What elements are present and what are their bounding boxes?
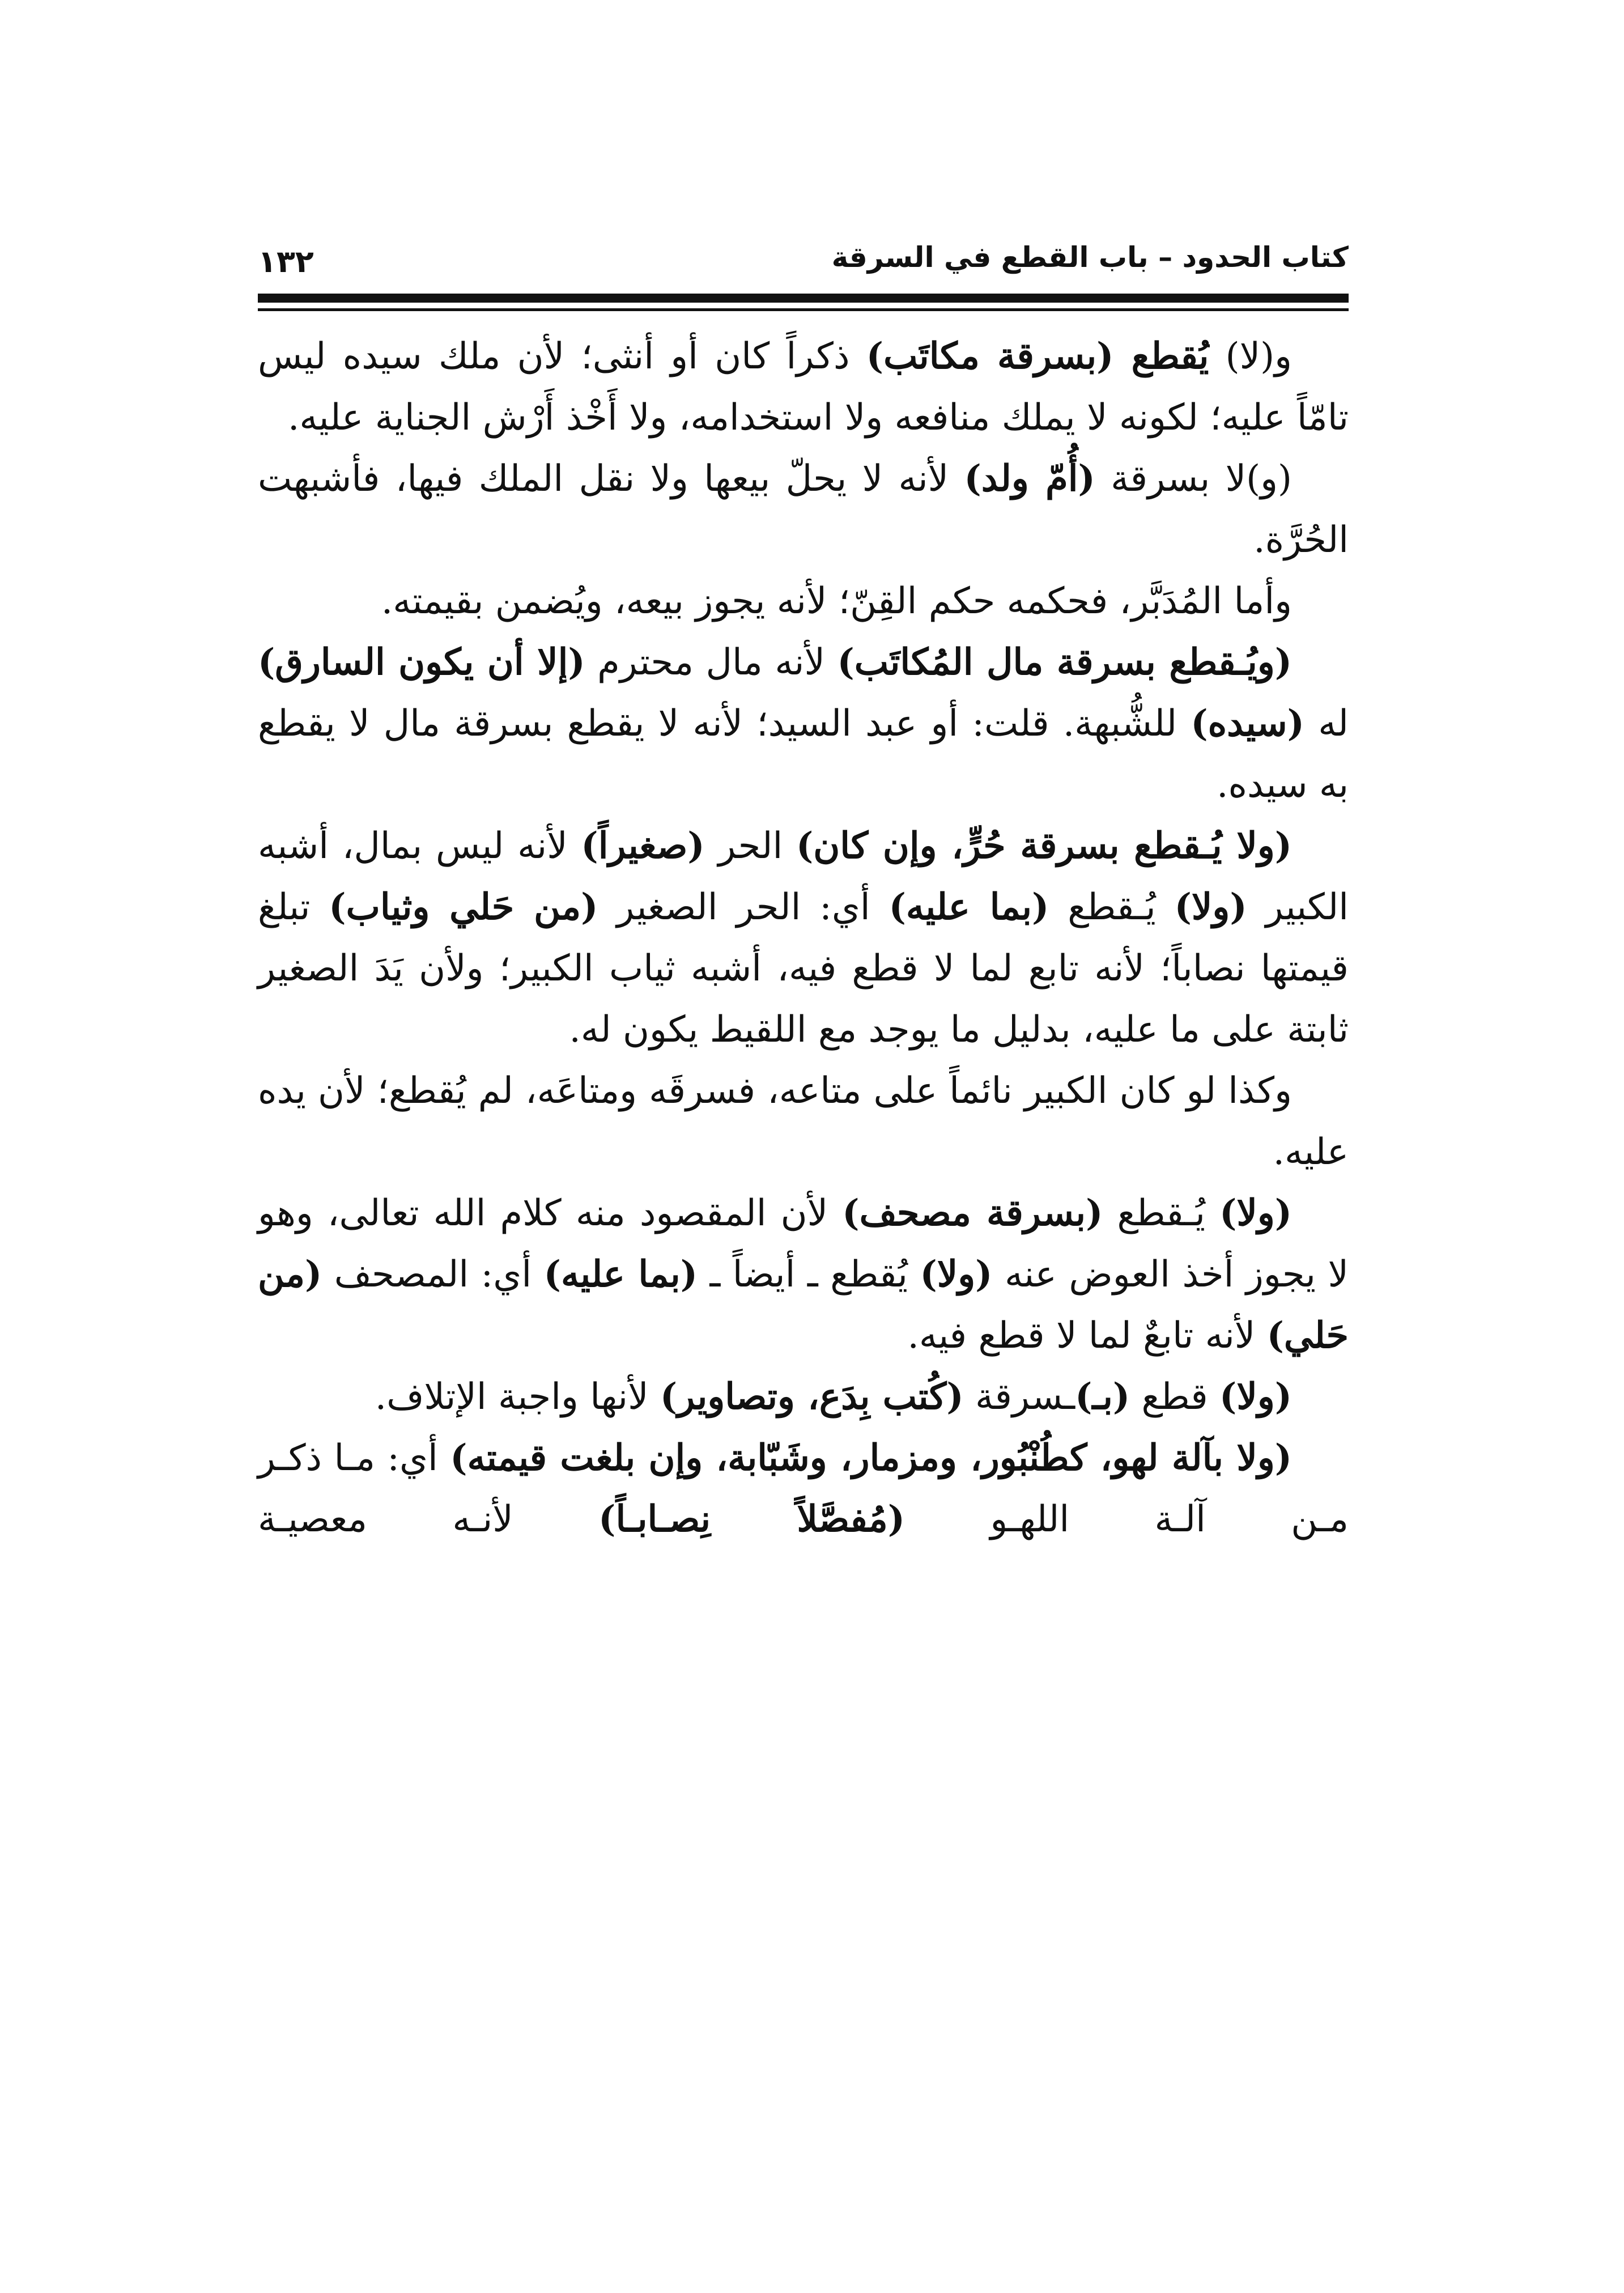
matn-text: (سيده) <box>1191 702 1304 745</box>
paragraph <box>258 1060 1349 1183</box>
matn-text: (بما عليه) <box>543 1253 698 1296</box>
matn-text: (ولا) <box>920 1253 993 1296</box>
commentary-text: و(لا) <box>1209 336 1293 377</box>
paragraph <box>258 1366 1349 1428</box>
paragraph <box>258 571 1349 632</box>
commentary-text: وأما المُدَبَّر، فحكمه حكم القِنّ؛ لأنه يجوز بيعه، ويُضمن بقيمته. <box>381 580 1292 622</box>
commentary-text: لأنـه معصيـة <box>258 1498 599 1540</box>
commentary-text: يُـقطع <box>1103 1192 1220 1234</box>
commentary-text: ذكراً كان أو أنثى؛ لأن ملك سيده ليس تامّاً عليه؛ لكونه لا يملك منافعه ولا استخدامه، ولا أَخْذ أَرْش الجناية عليه. <box>258 336 1349 439</box>
commentary-text: (و)لا بسرقة <box>1095 458 1292 500</box>
running-header <box>258 230 1349 292</box>
commentary-text: تبلغ قيمتها نصاباً؛ لأنه تابع لما لا قطع فيه، أشبه ثياب الكبير؛ ولأن يَدَ الصغير ثابتة على ما عليه، بدليل ما يوجد مع اللقيط يكون له. <box>258 886 1349 1051</box>
matn-text: (ولا) <box>1174 886 1247 928</box>
page-number: ١٣٢ <box>258 244 314 279</box>
commentary-text: الحر <box>704 825 796 867</box>
commentary-text: لأنها واجبة الإتلاف. <box>375 1376 660 1418</box>
commentary-text: قطع <box>1130 1376 1220 1418</box>
commentary-text: أي: مـا ذكـر مـن آلـة اللهـو <box>258 1437 1349 1540</box>
matn-text: (ولا يُـقطع بسرقة حُرٍّ، وإن كان) <box>796 825 1292 867</box>
commentary-text: لأنه تابعٌ لما لا قطع فيه. <box>907 1315 1267 1357</box>
commentary-text: أي: المصحف <box>322 1254 544 1296</box>
matn-text: (من حَلي وثياب) <box>329 886 598 928</box>
commentary-text: لأنه لا يحلّ بيعها ولا نقل الملك فيها، فأشبهت الحُرَّة. <box>258 458 1349 561</box>
header-rule-thick <box>258 294 1349 303</box>
paragraph <box>258 1428 1349 1550</box>
paragraph <box>258 326 1349 448</box>
matn-text: (إلا أن يكون السارق) <box>258 641 585 683</box>
body-text <box>258 326 1349 1550</box>
commentary-text: للشُّبهة. قلت: أو عبد السيد؛ لأنه لا يقطع بسرقة مال لا يقطع به سيده. <box>258 703 1349 806</box>
matn-text: (من حَلي) <box>258 1253 1349 1357</box>
matn-text: (ولا بآلة لهو، كطُنْبُور، ومزمار، وشَبّابة، وإن بلغت قيمته) <box>450 1437 1293 1479</box>
commentary-text: يُقطع ـ أيضاً ـ <box>698 1254 920 1296</box>
commentary-text: أي: الحر الصغير <box>598 886 889 928</box>
matn-text: (ويُـقطع بسرقة مال المُكاتَب) <box>837 641 1293 683</box>
matn-text: (ولا) <box>1219 1375 1292 1418</box>
commentary-text: له <box>1304 703 1349 745</box>
commentary-text: لأنه ليس بمال، أشبه الكبير <box>258 825 1349 928</box>
paragraph <box>258 1183 1349 1366</box>
paragraph <box>258 448 1349 571</box>
matn-text: (مُفصَّلاً نِصـابـاً) <box>598 1498 905 1540</box>
commentary-text: يُـقطع <box>1049 886 1175 928</box>
commentary-text: لأنه مال محترم <box>585 642 837 683</box>
commentary-text: لأن المقصود منه كلام الله تعالى، وهو لا يجوز أخذ العوض عنه <box>258 1192 1349 1296</box>
matn-text: (كُتب بِدَع، وتصاوير) <box>660 1375 964 1418</box>
paragraph <box>258 632 1349 816</box>
header-rule-thin <box>258 308 1349 311</box>
matn-text: (بـ) <box>1075 1375 1130 1418</box>
commentary-text: وكذا لو كان الكبير نائماً على متاعه، فسرقَه ومتاعَه، لم يُقطع؛ لأن يده عليه. <box>258 1070 1349 1173</box>
matn-text: (بما عليه) <box>888 886 1049 928</box>
matn-text: (أُمّ ولد) <box>964 457 1095 500</box>
matn-text: (صغيراً) <box>581 825 705 867</box>
matn-text: (بسرقة مصحف) <box>842 1192 1103 1234</box>
commentary-text: ـسرقة <box>963 1376 1075 1418</box>
paragraph <box>258 816 1349 1060</box>
matn-text: (ولا) <box>1219 1192 1293 1234</box>
matn-text: يُقطع (بسرقة مكاتَب) <box>866 335 1209 377</box>
running-title: كتاب الحدود – باب القطع في السرقة <box>831 241 1349 274</box>
